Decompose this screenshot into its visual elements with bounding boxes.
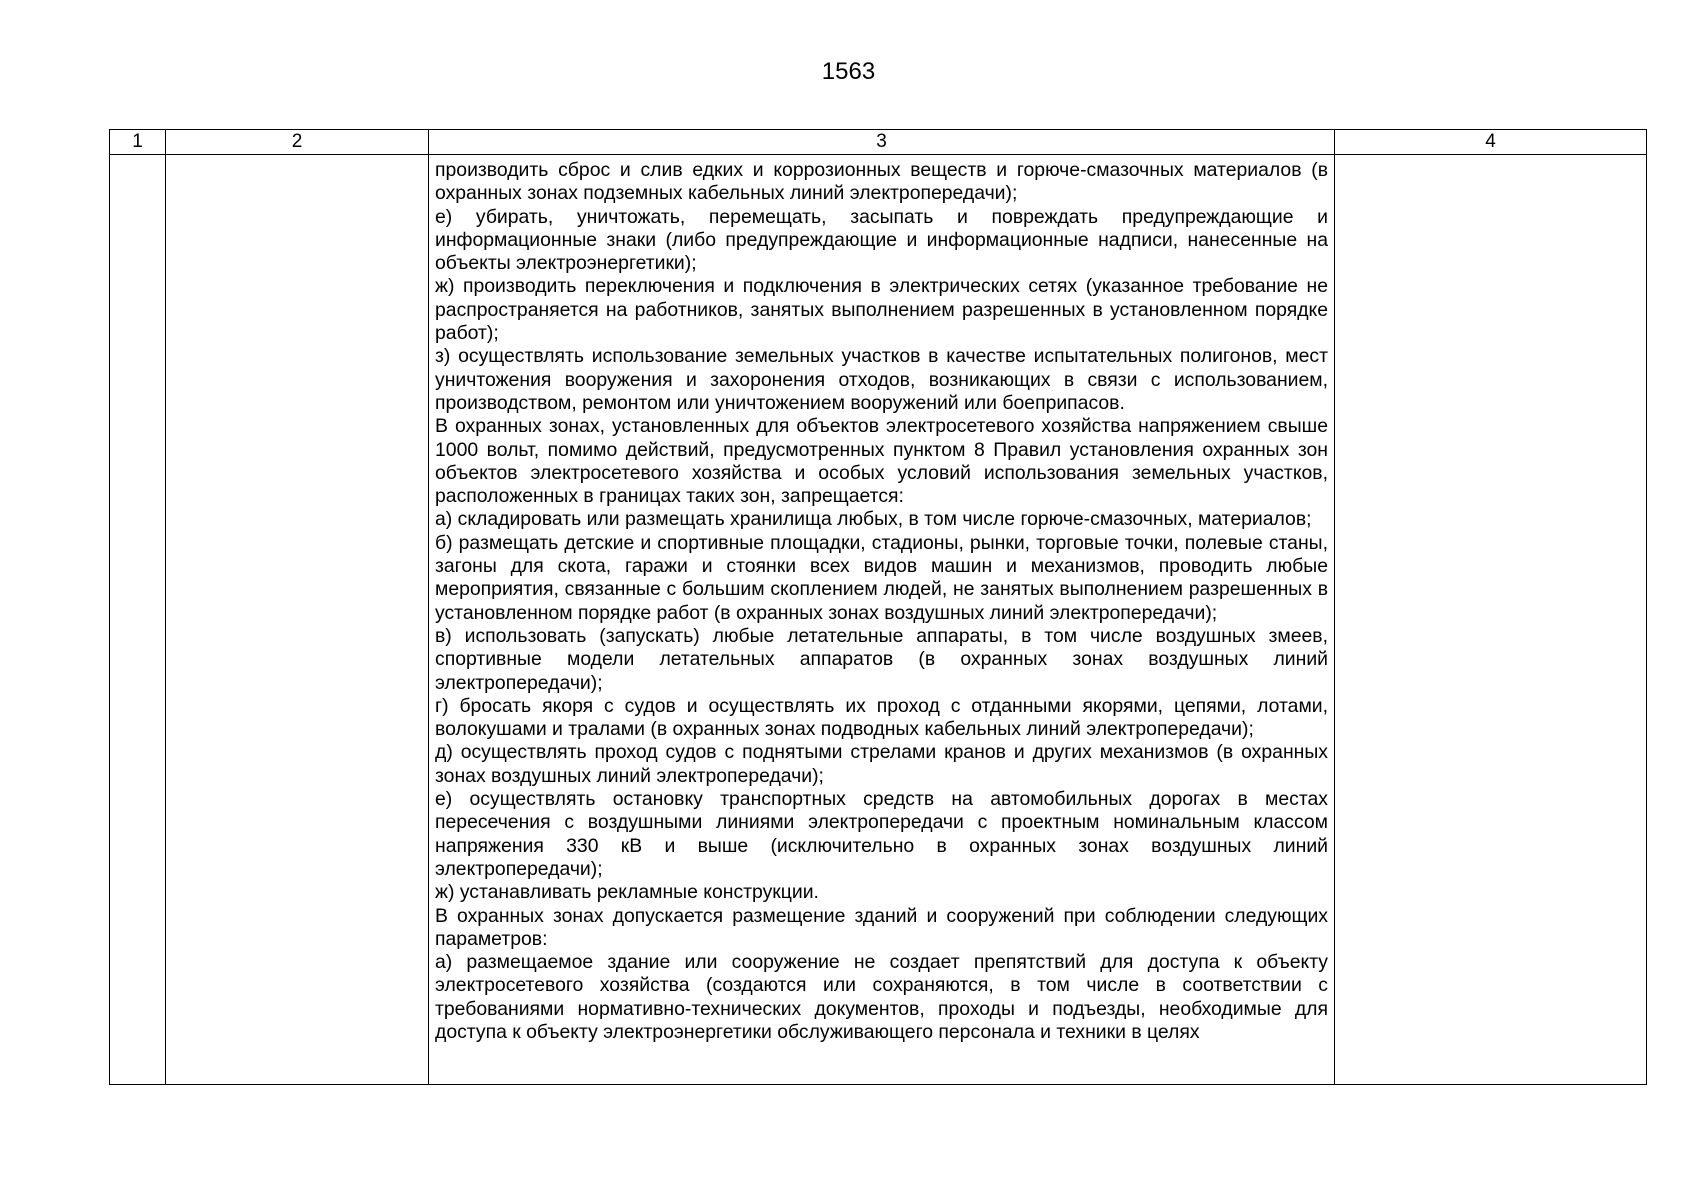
paragraph: а) складировать или размещать хранилища любых, в том числе горюче-смазочных, материалов;	[435, 508, 1312, 531]
table-cell-col1	[110, 155, 166, 1085]
table-cell-col2	[166, 155, 429, 1085]
paragraph: г) бросать якоря с судов и осуществлять их проход с отданными якорями, цепями, лотами, волокушами и тралами (в охранных зонах подводных кабельных линий электропередачи);	[435, 694, 1328, 741]
column-header-3: 3	[429, 130, 1335, 155]
column-header-2: 2	[166, 130, 429, 155]
table-cell-col3	[429, 155, 1335, 1085]
page-number: 1563	[821, 58, 876, 85]
table-row	[110, 155, 1647, 1085]
column-header-4: 4	[1335, 130, 1647, 155]
paragraph: а) размещаемое здание или сооружение не создает препятствий для доступа к объекту электросетевого хозяйства (создаются или сохраняются, в том числе в соответствии с требованиями нормативно-технических документов, проходы и подъезды, необходимые для доступа к объекту электроэнергетики обслуживающего персонала и техники в целях	[435, 951, 1328, 1043]
paragraph: в) использовать (запускать) любые летательные аппараты, в том числе воздушных змеев, спортивные модели летательных аппаратов (в охранных зонах воздушных линий электропередачи);	[435, 624, 1328, 694]
paragraph: В охранных зонах, установленных для объектов электросетевого хозяйства напряжением свыше 1000 вольт, помимо действий, предусмотренных пунктом 8 Правил установления охранных зон объектов электросетевого хозяйства и особых условий использования земельных участков, расположенных в границах таких зон, запрещается:	[435, 415, 1328, 508]
paragraph: В охранных зонах допускается размещение зданий и сооружений при соблюдении следующих параметров:	[435, 904, 1328, 950]
document-table	[109, 129, 1647, 1085]
paragraph: е) убирать, уничтожать, перемещать, засыпать и повреждать предупреждающие и информационные знаки (либо предупреждающие и информационные надписи, нанесенные на объекты электроэнергетики);	[435, 205, 1328, 275]
paragraph: д) осуществлять проход судов с поднятыми стрелами кранов и других механизмов (в охранных зонах воздушных линий электропередачи);	[435, 741, 1328, 787]
table-header-row	[110, 130, 1647, 155]
paragraph: ж) устанавливать рекламные конструкции.	[435, 881, 819, 904]
paragraph: з) осуществлять использование земельных участков в качестве испытательных полигонов, мест уничтожения вооружения и захоронения отходов, возникающих в связи с использованием, производством, ремонтом или уничтожением вооружений или боеприпасов.	[435, 345, 1328, 414]
table-cell-col4	[1335, 155, 1647, 1085]
regulation-text	[429, 155, 1334, 1084]
paragraph: производить сброс и слив едких и коррозионных веществ и горюче-смазочных материалов (в охранных зонах подземных кабельных линий электропередачи);	[435, 159, 1328, 205]
column-header-1: 1	[110, 130, 166, 155]
paragraph: б) размещать детские и спортивные площадки, стадионы, рынки, торговые точки, полевые станы, загоны для скота, гаражи и стоянки всех видов машин и механизмов, проводить любые мероприятия, связанные с большим скоплением людей, не занятых выполнением разрешенных в установленном порядке работ (в охранных зонах воздушных линий электропередачи);	[435, 531, 1328, 624]
paragraph: ж) производить переключения и подключения в электрических сетях (указанное требование не распространяется на работников, занятых выполнением разрешенных в установленном порядке работ);	[435, 275, 1328, 345]
paragraph: е) осуществлять остановку транспортных средств на автомобильных дорогах в местах пересечения с воздушными линиями электропередачи с проектным номинальным классом напряжения 330 кВ и выше (исключительно в охранных зонах воздушных линий электропередачи);	[435, 788, 1328, 880]
